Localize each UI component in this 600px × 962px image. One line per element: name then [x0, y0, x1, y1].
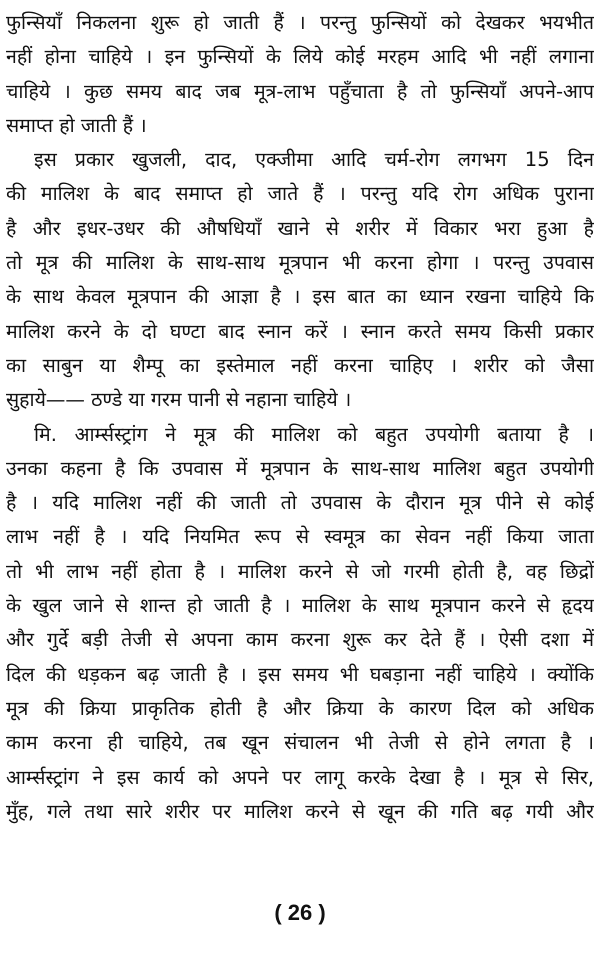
text-line: और गुर्दे बड़ी तेजी से अपना काम करना शुरू कर देते हैं । ऐसी दशा में	[6, 628, 594, 652]
body-text	[6, 6, 594, 829]
text-line: समाप्त हो जाती हैं ।	[6, 113, 147, 137]
text-line: की मालिश के बाद समाप्त हो जाते हैं । परन्तु यदि रोग अधिक पुराना	[6, 182, 594, 206]
text-line: इस प्रकार खुजली, दाद, एक्जीमा आदि चर्म-रोग लगभग 15 दिन	[34, 148, 594, 172]
text-line: तो भी लाभ नहीं होता है । मालिश करने से जो गरमी होती है, वह छिद्रों	[6, 559, 594, 583]
text-line: मुँह, गले तथा सारे शरीर पर मालिश करने से खून की गति बढ़ गयी और	[6, 799, 594, 823]
paragraph	[6, 6, 594, 143]
text-line: है और इधर-उधर की औषधियाँ खाने से शरीर में विकार भरा हुआ है	[6, 216, 594, 240]
text-line: का साबुन या शैम्पू का इस्तेमाल नहीं करना चाहिए । शरीर को जैसा	[6, 353, 594, 377]
text-line: काम करना ही चाहिये, तब खून संचालन भी तेजी से होने लगता है ।	[6, 731, 594, 755]
paragraph	[6, 143, 594, 417]
text-line: नहीं होना चाहिये । इन फुन्सियों के लिये कोई मरहम आदि भी नहीं लगाना	[6, 45, 594, 69]
text-line: मालिश करने के दो घण्टा बाद स्नान करें । स्नान करते समय किसी प्रकार	[6, 319, 594, 343]
text-line: उनका कहना है कि उपवास में मूत्रपान के साथ-साथ मालिश बहुत उपयोगी	[6, 456, 594, 480]
text-line: है । यदि मालिश नहीं की जाती तो उपवास के दौरान मूत्र पीने से कोई	[6, 491, 594, 515]
text-line: फुन्सियाँ निकलना शुरू हो जाती हैं । परन्तु फुन्सियों को देखकर भयभीत	[6, 11, 594, 34]
text-line: आर्म्सस्ट्रांग ने इस कार्य को अपने पर लागू करके देखा है । मूत्र से सिर,	[6, 765, 594, 789]
paragraph	[6, 418, 594, 830]
text-line: मूत्र की क्रिया प्राकृतिक होती है और क्रिया के कारण दिल को अधिक	[6, 696, 594, 720]
text-line: लाभ नहीं है । यदि नियमित रूप से स्वमूत्र का सेवन नहीं किया जाता	[6, 525, 594, 549]
text-line: दिल की धड़कन बढ़ जाती है । इस समय भी घबड़ाना नहीं चाहिये । क्योंकि	[6, 662, 594, 686]
text-line: मि. आर्म्सस्ट्रांग ने मूत्र की मालिश को बहुत उपयोगी बताया है ।	[34, 422, 594, 446]
text-line: के खुल जाने से शान्त हो जाती है । मालिश के साथ मूत्रपान करने से हृदय	[6, 594, 594, 618]
text-line: चाहिये । कुछ समय बाद जब मूत्र-लाभ पहुँचाता है तो फुन्सियाँ अपने-आप	[6, 79, 594, 103]
page-number: ( 26 )	[274, 900, 326, 925]
text-line: तो मूत्र की मालिश के साथ-साथ मूत्रपान भी करना होगा । परन्तु उपवास	[6, 251, 594, 275]
text-line: सुहाये—— ठण्डे या गरम पानी से नहाना चाहिये ।	[6, 388, 352, 412]
text-line: के साथ केवल मूत्रपान की आज्ञा है । इस बात का ध्यान रखना चाहिये कि	[6, 285, 594, 309]
